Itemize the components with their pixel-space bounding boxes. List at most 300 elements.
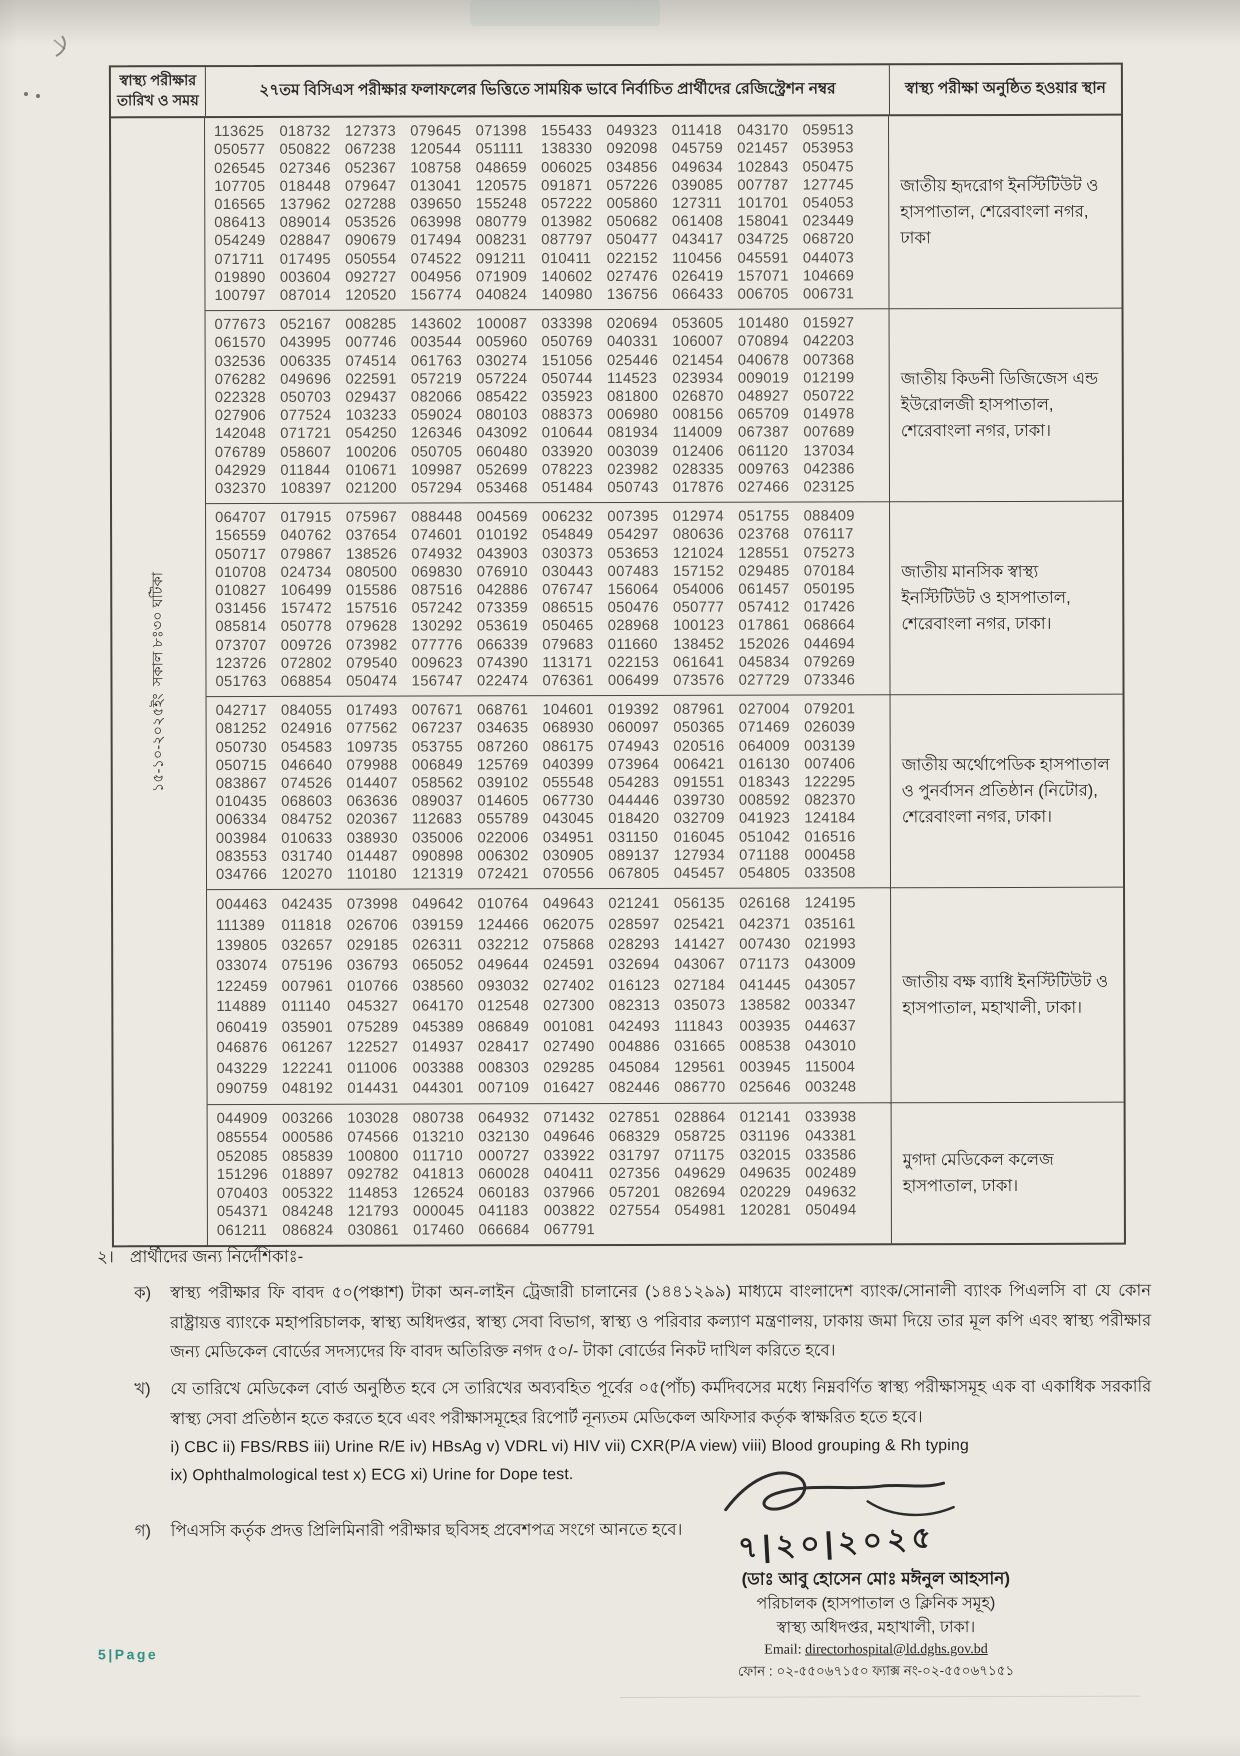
registration-number: 026419 — [672, 268, 724, 285]
registration-number: 045084 — [608, 1059, 661, 1076]
registration-number: 053468 — [476, 480, 528, 497]
registration-number: 043092 — [476, 425, 528, 442]
registration-number: 156774 — [410, 287, 462, 304]
registration-number: 076117 — [803, 526, 854, 543]
registration-number: 156064 — [607, 581, 659, 599]
registration-number: 044446 — [608, 793, 660, 810]
instruction-item-kha — [134, 1373, 1151, 1435]
registration-number: 027402 — [543, 977, 595, 995]
registration-number: 017915 — [280, 509, 332, 527]
registration-number: 049635 — [739, 1165, 792, 1182]
registration-row — [217, 1109, 871, 1129]
registration-number: 030861 — [347, 1222, 399, 1239]
registration-number: 151056 — [541, 352, 593, 369]
registration-number: 013041 — [410, 178, 462, 195]
registration-number: 006499 — [607, 672, 660, 690]
registration-number: 108397 — [280, 480, 332, 497]
registration-number: 104601 — [542, 702, 594, 719]
registration-number: 033922 — [543, 1147, 595, 1164]
registration-number: 045759 — [671, 141, 724, 158]
registration-number: 049323 — [606, 123, 658, 140]
registration-row — [215, 369, 869, 389]
registration-number: 006731 — [802, 286, 855, 303]
registration-number: 027729 — [738, 672, 790, 689]
registration-number: 003248 — [805, 1079, 857, 1096]
registration-number: 127934 — [673, 847, 725, 864]
exam-location-text: জাতীয় মানসিক স্বাস্থ্য ইনস্টিটিউট ও হাসপাতাল, শেরেবাংলা নগর, ঢাকা। — [901, 563, 1071, 634]
registration-row — [216, 755, 870, 775]
registration-block-4 — [207, 695, 892, 890]
registration-number: 077673 — [214, 317, 266, 334]
registration-number: 129561 — [674, 1059, 726, 1076]
registration-row — [216, 719, 870, 739]
registration-number: 054283 — [608, 774, 660, 792]
registration-number: 124466 — [477, 916, 529, 934]
registration-number: 052085 — [216, 1148, 268, 1165]
registration-number: 104669 — [802, 268, 855, 285]
registration-number: 053755 — [411, 739, 464, 756]
registration-number: 009763 — [738, 461, 790, 478]
registration-number: 045327 — [347, 998, 399, 1015]
registration-number: 086770 — [674, 1079, 726, 1096]
registration-number: 022591 — [345, 371, 397, 388]
exam-date-cell — [111, 118, 208, 1246]
registration-number: 053605 — [672, 315, 724, 333]
registration-number: 141427 — [673, 936, 726, 953]
registration-row — [215, 424, 869, 444]
registration-number: 016565 — [214, 196, 266, 213]
registration-number: 059513 — [802, 122, 854, 139]
registration-number: 076282 — [214, 371, 266, 388]
registration-number: 063636 — [346, 793, 398, 810]
registration-number: 020516 — [673, 738, 725, 755]
registration-number: 042386 — [803, 461, 855, 478]
registration-number: 052167 — [279, 316, 332, 334]
registration-number: 054805 — [739, 865, 791, 882]
registration-number: 058607 — [280, 444, 332, 461]
registration-number: 026545 — [214, 160, 266, 177]
registration-number: 138330 — [541, 141, 593, 158]
registration-number: 061408 — [671, 213, 724, 231]
registration-number: 050475 — [802, 158, 854, 176]
registration-number: 086824 — [282, 1222, 334, 1239]
registration-number: 004956 — [410, 269, 462, 286]
registration-number: 065052 — [412, 957, 464, 975]
registration-number: 022328 — [214, 389, 266, 407]
registration-number: 039730 — [673, 792, 725, 810]
registration-number: 082066 — [410, 389, 463, 406]
registration-number: 021241 — [608, 896, 660, 913]
registration-number: 053953 — [802, 140, 854, 157]
signatory-email-line — [620, 1641, 1132, 1658]
registration-number: 043170 — [737, 122, 789, 139]
registration-number: 033586 — [805, 1146, 857, 1164]
registration-number: 034725 — [737, 231, 789, 249]
registration-number: 003945 — [739, 1059, 791, 1076]
registration-number: 017460 — [413, 1222, 465, 1239]
registration-row — [215, 544, 869, 564]
registration-number: 068854 — [280, 673, 333, 690]
registration-number: 087797 — [541, 232, 593, 249]
schedule-table — [109, 63, 1126, 1248]
registration-number: 054849 — [542, 527, 594, 544]
registration-number: 028335 — [672, 461, 724, 478]
registration-number: 043995 — [279, 335, 332, 352]
registration-number: 066339 — [476, 636, 529, 653]
email-label: Email: — [764, 1642, 802, 1658]
registration-number: 109735 — [346, 739, 398, 756]
registration-number: 008285 — [345, 316, 397, 333]
registration-number: 058562 — [411, 775, 464, 792]
registration-number: 004886 — [608, 1038, 660, 1056]
registration-number: 035901 — [281, 1019, 333, 1036]
registration-number: 009019 — [737, 370, 790, 387]
registration-row — [217, 1127, 871, 1147]
registration-number: 008538 — [739, 1038, 791, 1055]
registration-number: 032212 — [477, 937, 529, 954]
exam-location-cell-4 — [891, 694, 1124, 888]
registration-number: 079683 — [542, 636, 594, 653]
registration-number: 043381 — [805, 1128, 857, 1145]
registration-block-1 — [205, 116, 890, 310]
exam-location-cell-3 — [890, 501, 1123, 695]
registration-number: 030274 — [476, 352, 528, 369]
registration-number: 138582 — [739, 997, 791, 1014]
registration-row — [215, 442, 869, 462]
registration-number: 011006 — [347, 1060, 398, 1077]
registration-row — [215, 387, 869, 407]
registration-number: 121319 — [412, 866, 464, 883]
registration-number: 113625 — [214, 124, 265, 141]
registration-number: 080738 — [412, 1110, 465, 1127]
registration-number: 077776 — [411, 637, 463, 654]
registration-number: 083553 — [215, 848, 268, 865]
registration-number: 054006 — [672, 581, 725, 598]
registration-number: 048927 — [737, 388, 790, 405]
registration-number: 021454 — [672, 352, 724, 369]
registration-number: 075289 — [347, 1019, 399, 1036]
registration-number: 081252 — [215, 721, 267, 738]
registration-block-3 — [206, 501, 891, 696]
registration-number: 021200 — [345, 480, 397, 497]
medical-tests-line-2: ix) Ophthalmological test x) ECG xi) Urine for Dope test. — [170, 1466, 574, 1485]
registration-number: 006421 — [673, 756, 725, 773]
registration-number: 078223 — [541, 461, 594, 478]
registration-number: 050476 — [607, 600, 659, 617]
registration-number: 044637 — [804, 1018, 857, 1035]
registration-number: 110180 — [346, 866, 397, 883]
registration-number: 108758 — [410, 159, 462, 177]
registration-row — [217, 1183, 871, 1203]
registration-number: 034951 — [542, 829, 595, 846]
registration-row — [215, 653, 869, 673]
registration-number: 120520 — [345, 287, 397, 304]
registration-number: 009623 — [411, 655, 463, 672]
registration-number: 126524 — [412, 1185, 465, 1202]
registration-number: 035006 — [412, 830, 464, 847]
registration-row — [215, 671, 869, 691]
registration-number: 079540 — [346, 655, 398, 672]
registration-number: 002489 — [805, 1165, 857, 1182]
registration-number: 075868 — [543, 937, 595, 954]
registration-number: 010708 — [215, 564, 267, 581]
signature-block — [620, 1461, 1133, 1684]
registration-row — [215, 333, 869, 353]
registration-number: 076747 — [542, 582, 594, 599]
exam-date: ১৫-১০-২০২৫ইং — [150, 693, 168, 792]
registration-number: 071175 — [674, 1147, 725, 1164]
registration-row — [214, 249, 868, 269]
registration-number: 016045 — [673, 829, 725, 846]
registration-number: 039102 — [477, 775, 529, 792]
registration-number: 028847 — [279, 233, 331, 250]
registration-number: 025446 — [606, 352, 659, 369]
registration-number: 003347 — [804, 997, 857, 1014]
registration-number: 125769 — [477, 757, 529, 774]
signatory-name: (ডাঃ আবু হোসেন মোঃ মঈনুল আহসান) — [741, 1568, 1011, 1589]
registration-number: 050744 — [541, 370, 593, 387]
registration-number: 064170 — [412, 998, 464, 1015]
registration-row — [214, 231, 868, 251]
registration-number: 121793 — [347, 1203, 399, 1220]
registration-number: 008303 — [478, 1059, 530, 1076]
registration-number: 033074 — [216, 958, 268, 975]
registration-number: 137034 — [803, 442, 855, 460]
registration-row — [216, 773, 870, 793]
registration-number: 030443 — [542, 563, 594, 580]
header-exam-place: স্বাস্থ্য পরীক্ষা অনুষ্ঠিত হওয়ার স্থান — [889, 65, 1121, 115]
registration-number: 024734 — [280, 564, 332, 581]
registration-number: 075273 — [803, 544, 855, 562]
registration-number: 028293 — [608, 936, 660, 954]
registration-number: 079867 — [280, 546, 332, 563]
registration-number: 005860 — [606, 195, 658, 212]
registration-number: 062075 — [543, 916, 595, 933]
registration-number: 068720 — [802, 231, 855, 248]
registration-number: 136756 — [606, 286, 659, 303]
registration-number: 007746 — [345, 334, 397, 352]
registration-number: 018343 — [738, 774, 791, 791]
registration-number: 007395 — [607, 509, 659, 526]
registration-number: 003935 — [739, 1018, 791, 1035]
registration-row — [215, 635, 869, 655]
registration-number: 102843 — [737, 159, 789, 176]
registration-number: 089014 — [279, 214, 331, 232]
registration-number: 114853 — [347, 1185, 398, 1202]
registration-number: 051111 — [475, 141, 524, 158]
registration-row — [215, 562, 869, 582]
registration-number: 060097 — [607, 720, 660, 737]
registration-number: 156559 — [215, 528, 267, 545]
registration-number: 045389 — [412, 1019, 464, 1036]
registration-number: 009726 — [280, 637, 332, 654]
registration-number: 050822 — [279, 142, 331, 159]
registration-row — [216, 810, 870, 830]
registration-number: 039650 — [410, 196, 462, 213]
registration-number: 043229 — [216, 1060, 268, 1077]
table-header-row — [111, 65, 1121, 119]
registration-number: 031196 — [739, 1128, 790, 1145]
registration-number: 023934 — [672, 370, 724, 387]
registration-number: 021993 — [804, 936, 856, 953]
registration-number: 006705 — [737, 286, 789, 303]
registration-number: 120281 — [739, 1202, 792, 1219]
registration-number: 024591 — [543, 957, 595, 974]
medical-tests-line-1: i) CBC ii) FBS/RBS iii) Urine R/E iv) HBsAg v) VDRL vi) HIV vii) CXR(P/A view) viii) Blood grouping & Rh typing — [170, 1437, 969, 1457]
registration-number: 068329 — [609, 1128, 661, 1145]
registration-number: 111843 — [674, 1018, 724, 1035]
registration-number: 012974 — [672, 508, 724, 526]
registration-number: 120575 — [475, 177, 527, 195]
registration-number: 004463 — [216, 897, 268, 914]
registration-number: 089037 — [411, 793, 464, 810]
registration-number: 071188 — [739, 847, 790, 864]
registration-number: 070403 — [216, 1185, 269, 1202]
registration-number: 044301 — [412, 1080, 464, 1097]
registration-row — [216, 737, 870, 757]
registration-number: 114523 — [607, 370, 658, 387]
registration-number: 123726 — [215, 655, 267, 672]
registration-number: 091551 — [673, 774, 725, 791]
registration-number: 073576 — [673, 672, 725, 689]
registration-number: 027466 — [738, 479, 790, 496]
registration-number: 050715 — [215, 757, 267, 774]
registration-number: 033920 — [541, 443, 594, 460]
registration-number: 122241 — [281, 1060, 334, 1077]
registration-number: 018897 — [282, 1166, 334, 1183]
instruction-item-ga-label: গ) — [134, 1521, 152, 1540]
registration-number: 028864 — [674, 1110, 726, 1127]
registration-number: 049632 — [805, 1184, 857, 1201]
registration-row — [214, 140, 868, 160]
registration-number: 071398 — [475, 123, 527, 140]
registration-row — [215, 617, 869, 637]
registration-number: 052699 — [476, 462, 528, 479]
registration-number: 025421 — [673, 916, 726, 933]
registration-row — [215, 526, 869, 546]
registration-number: 064932 — [478, 1110, 530, 1127]
registration-number: 000586 — [282, 1129, 334, 1146]
registration-number: 007689 — [803, 424, 855, 441]
registration-number: 074943 — [607, 738, 660, 755]
registration-number: 010644 — [541, 425, 593, 442]
registration-number: 029437 — [345, 389, 397, 406]
registration-number: 052367 — [344, 160, 397, 177]
registration-number: 050730 — [215, 739, 267, 756]
registration-number: 053619 — [476, 618, 529, 635]
registration-number: 036793 — [346, 958, 399, 975]
registration-number: 031797 — [609, 1147, 661, 1164]
exam-location-text: জাতীয় বক্ষ ব্যাধি ইনস্টিটিউট ও হাসপাতাল, মহাখালী, ঢাকা। — [902, 972, 1109, 1018]
registration-number: 040678 — [737, 352, 789, 369]
registration-number: 057242 — [411, 600, 463, 617]
registration-number: 031150 — [608, 829, 659, 846]
registration-number: 041183 — [478, 1203, 529, 1220]
registration-number: 112683 — [411, 811, 463, 828]
registration-number: 007406 — [804, 756, 856, 773]
registration-number: 066684 — [478, 1222, 530, 1239]
registration-number: 137962 — [279, 196, 331, 213]
registration-number: 054371 — [216, 1204, 269, 1221]
registration-number: 018732 — [279, 123, 331, 141]
registration-row — [214, 267, 868, 287]
registration-row — [217, 1146, 871, 1166]
registration-number: 050717 — [215, 546, 267, 563]
registration-number: 060419 — [216, 1019, 268, 1036]
registration-row — [216, 828, 870, 848]
registration-number: 003139 — [804, 738, 856, 755]
registration-number: 092098 — [606, 141, 658, 158]
registration-number: 079269 — [803, 654, 856, 671]
registration-number: 038560 — [412, 978, 464, 995]
registration-row — [216, 955, 870, 977]
registration-number: 045457 — [673, 865, 725, 882]
registration-number: 006334 — [215, 812, 268, 829]
registration-number: 016130 — [738, 756, 791, 773]
registration-number: 040411 — [543, 1166, 594, 1183]
registration-number: 032130 — [478, 1129, 530, 1146]
registration-number: 006302 — [477, 848, 529, 865]
registration-number: 143602 — [410, 316, 462, 333]
registration-number: 017494 — [410, 232, 462, 249]
registration-number: 073359 — [476, 600, 529, 617]
registration-row — [216, 1016, 870, 1038]
registration-row — [217, 1202, 871, 1222]
registration-number: 003544 — [410, 334, 462, 351]
registration-number: 080779 — [475, 214, 528, 231]
registration-number: 041923 — [738, 810, 791, 828]
registration-number: 081934 — [607, 425, 659, 442]
registration-number: 092727 — [345, 269, 397, 286]
registration-number: 027906 — [214, 408, 266, 425]
registration-number: 128551 — [738, 545, 790, 562]
registration-row — [215, 460, 869, 480]
registration-number: 061120 — [737, 443, 789, 460]
registration-number: 029185 — [346, 937, 399, 954]
registration-number: 061641 — [673, 654, 725, 671]
registration-number: 073998 — [346, 896, 399, 913]
handwritten-date: ৭|২০|২০২৫ — [737, 1521, 937, 1565]
registration-number: 008592 — [738, 792, 791, 809]
registration-number: 035073 — [674, 998, 726, 1015]
registration-number: 103233 — [345, 407, 397, 424]
exam-location-cell-1 — [889, 116, 1122, 309]
registration-number: 010764 — [477, 896, 529, 913]
registration-number: 027356 — [609, 1165, 661, 1183]
registration-number: 061267 — [281, 1039, 334, 1056]
registration-number: 049643 — [543, 896, 595, 913]
registration-block-6 — [208, 1103, 892, 1246]
registration-number: 053526 — [345, 214, 397, 231]
registration-number: 067805 — [608, 865, 660, 883]
registration-number: 007787 — [737, 177, 789, 194]
registration-number: 082313 — [608, 998, 660, 1015]
registration-row — [215, 478, 869, 498]
registration-number: 049644 — [477, 957, 530, 974]
registration-number: 014605 — [477, 793, 529, 810]
registration-number: 029285 — [543, 1059, 595, 1076]
registration-number: 067387 — [737, 424, 790, 442]
registration-number: 086413 — [214, 215, 266, 232]
registration-number: 017426 — [803, 599, 856, 616]
registration-number: 011844 — [280, 462, 331, 479]
registration-number: 084055 — [280, 702, 333, 720]
registration-number: 005322 — [282, 1185, 334, 1202]
registration-number: 074390 — [476, 655, 529, 672]
registration-row — [215, 406, 869, 426]
instructions-heading-text: প্রার্থীদের জন্য নির্দেশিকাঃ- — [129, 1246, 304, 1267]
registration-number: 100206 — [345, 444, 397, 461]
